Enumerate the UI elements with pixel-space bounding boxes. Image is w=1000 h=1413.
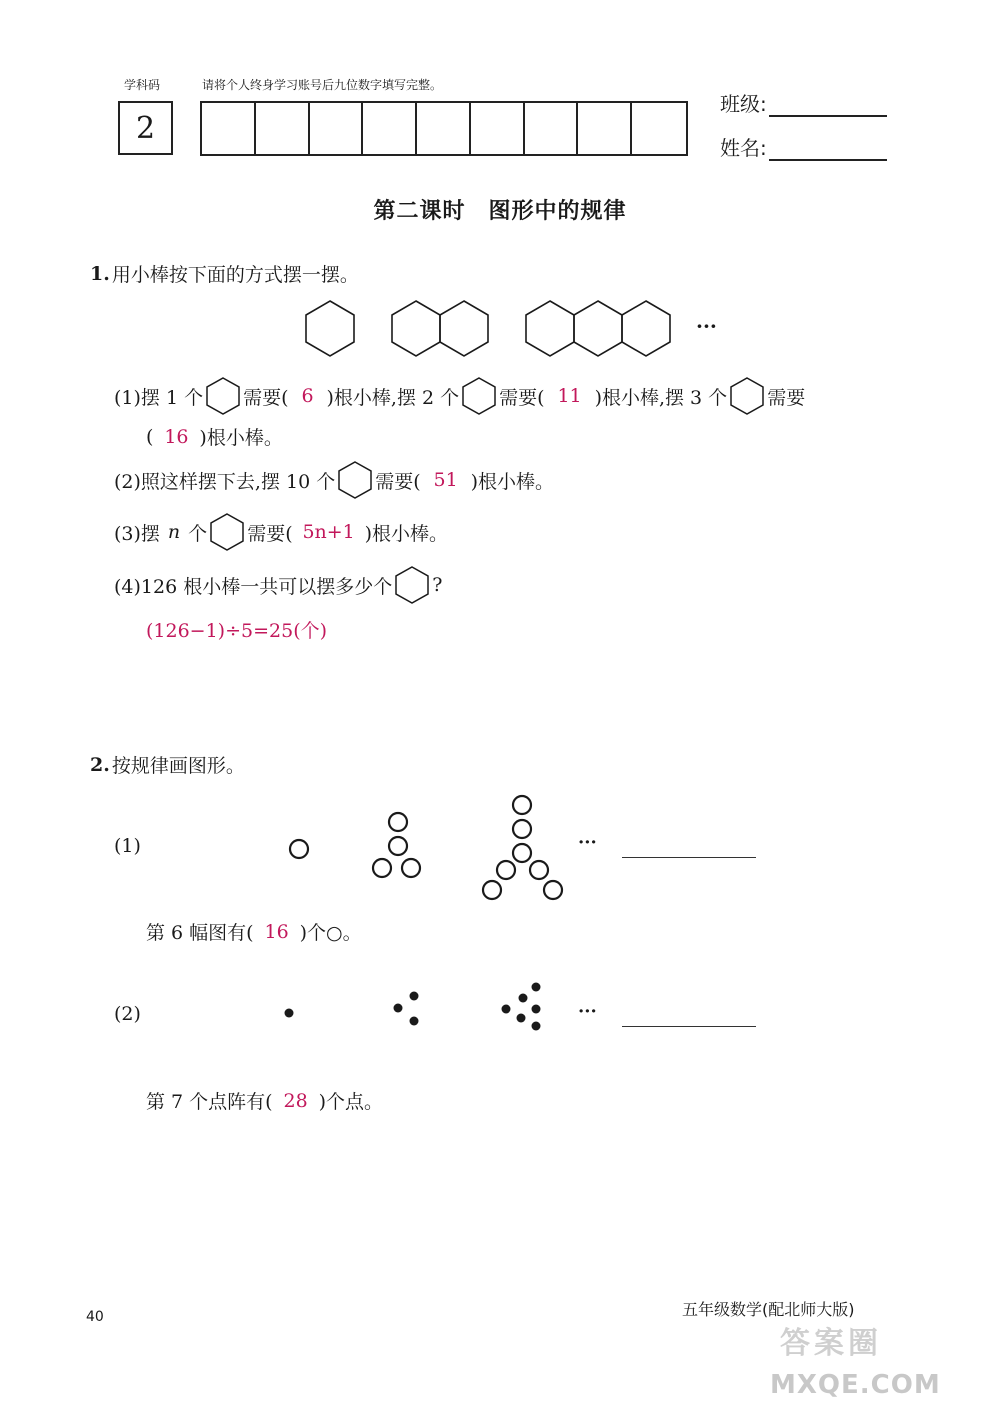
circle-pattern-figure: [280, 790, 580, 904]
hexagon-icon: [209, 512, 245, 552]
question-1-part-4-answer: [146, 616, 327, 643]
part-text: )个点。: [318, 1091, 384, 1113]
dot-shape: [519, 994, 528, 1003]
name-blank[interactable]: [769, 139, 887, 161]
account-digit-boxes[interactable]: [200, 101, 688, 156]
hexagon-icon: [394, 565, 430, 605]
question-text: 用小棒按下面的方式摆一摆。: [111, 264, 359, 286]
digit-box[interactable]: [256, 103, 310, 155]
subject-code-box: 2: [118, 101, 173, 155]
part-text: (1)摆 1 个: [114, 386, 204, 409]
part-text: )根小棒,摆 3 个: [594, 386, 728, 409]
circle-shape: [513, 820, 531, 838]
circle-shape: [483, 881, 501, 899]
account-instruction: 请将个人终身学习账号后九位数字填写完整。: [202, 78, 443, 92]
part-text: )根小棒。: [199, 427, 283, 449]
answer-value[interactable]: 51: [433, 469, 458, 491]
question-1-part-2: [114, 460, 554, 500]
hexagon-icon: [729, 376, 765, 416]
class-blank[interactable]: [769, 95, 887, 117]
dot-shape: [517, 1014, 526, 1023]
circle-shape: [389, 837, 407, 855]
digit-box[interactable]: [578, 103, 632, 155]
dot-shape: [394, 1004, 403, 1013]
dot-pattern-figure: [280, 978, 550, 1038]
question-1-part-1: [114, 376, 805, 416]
question-2-part-2-sentence: [146, 1087, 383, 1114]
part-text: )根小棒,摆 2 个: [326, 386, 460, 409]
circle-shape: [544, 881, 562, 899]
question-1-prompt: [90, 260, 359, 287]
hexagon-shape: [574, 301, 622, 356]
name-label: 姓名:: [720, 136, 767, 160]
dot-shape: [532, 1022, 541, 1031]
class-label: 班级:: [720, 92, 767, 116]
question-text: 按规律画图形。: [111, 755, 245, 777]
part-text: 第 6 幅图有(: [146, 922, 254, 944]
digit-box[interactable]: [525, 103, 579, 155]
part-text: 需要(: [375, 470, 421, 493]
question-number: 2.: [90, 753, 110, 776]
part-text: (2)照这样摆下去,摆 10 个: [114, 470, 336, 493]
circle-shape: [402, 859, 420, 877]
watermark-text: MXQE.COM: [770, 1370, 941, 1400]
ellipsis: ···: [578, 832, 597, 853]
ellipsis: ···: [578, 1001, 597, 1022]
answer-value[interactable]: 6: [301, 385, 314, 407]
circle-shape: [530, 861, 548, 879]
question-1-part-1-continued: [146, 423, 283, 450]
circle-shape: [290, 840, 308, 858]
answer-value[interactable]: 11: [557, 385, 582, 407]
book-title: 五年级数学(配北师大版): [682, 1300, 855, 1319]
part-text: )根小棒。: [470, 470, 555, 493]
part-text: 需要(: [243, 386, 289, 409]
hexagon-shape: [306, 301, 354, 356]
dot-shape: [532, 983, 541, 992]
hexagon-shape: [622, 301, 670, 356]
dot-shape: [285, 1009, 294, 1018]
question-1-part-4: [114, 565, 442, 605]
hexagon-shape: [526, 301, 574, 356]
answer-value[interactable]: (126−1)÷5=25(个): [146, 620, 328, 642]
circle-shape: [373, 859, 391, 877]
variable-n: n: [167, 521, 181, 543]
answer-value[interactable]: 28: [283, 1089, 308, 1112]
part-text: 第 7 个点阵有(: [146, 1091, 273, 1113]
dot-shape: [532, 1005, 541, 1014]
drawing-answer-line[interactable]: [622, 856, 756, 858]
dot-shape: [410, 992, 419, 1001]
hexagon-icon: [205, 376, 241, 416]
page-number: 40: [86, 1309, 104, 1325]
circle-shape: [497, 861, 515, 879]
digit-box[interactable]: [417, 103, 471, 155]
part-text: (4)126 根小棒一共可以摆多少个: [114, 575, 393, 598]
answer-value[interactable]: 16: [264, 920, 289, 943]
watermark-logo: 答案圈: [780, 1326, 882, 1361]
part-text: (: [146, 425, 154, 448]
hexagon-icon: [461, 376, 497, 416]
part-text: 需要: [767, 386, 806, 409]
part-text: 需要(: [499, 386, 545, 409]
hexagon-shape: [392, 301, 440, 356]
part-text: 需要(: [247, 522, 293, 545]
part-text: ?: [432, 574, 443, 596]
question-2-part-2-label: (2): [114, 1003, 141, 1025]
circle-shape: [389, 813, 407, 831]
digit-box[interactable]: [632, 103, 686, 155]
digit-box[interactable]: [471, 103, 525, 155]
answer-value[interactable]: 5n+1: [302, 521, 355, 543]
ellipsis: ···: [696, 314, 717, 338]
lesson-title: 第二课时 图形中的规律: [373, 199, 627, 224]
part-text: 个: [188, 522, 208, 545]
answer-value[interactable]: 16: [164, 425, 189, 448]
name-field[interactable]: [720, 132, 887, 161]
question-2-part-1-label: (1): [114, 835, 141, 857]
subject-code-label: 学科码: [124, 78, 161, 92]
digit-box[interactable]: [202, 103, 256, 155]
question-number: 1.: [90, 262, 110, 285]
hexagon-icon: [337, 460, 373, 500]
class-field[interactable]: [720, 88, 887, 117]
drawing-answer-line[interactable]: [622, 1025, 756, 1027]
circle-shape: [513, 796, 531, 814]
question-2-part-1-sentence: [146, 918, 362, 945]
hexagon-sequence-figure: [300, 296, 730, 362]
hexagon-shape: [440, 301, 488, 356]
question-1-part-3: [114, 512, 448, 552]
part-text: (3)摆: [114, 522, 160, 545]
dot-shape: [502, 1005, 511, 1014]
dot-shape: [410, 1017, 419, 1026]
part-text: )个○。: [299, 922, 362, 944]
digit-box[interactable]: [363, 103, 417, 155]
question-2-prompt: [90, 751, 245, 778]
circle-shape: [513, 844, 531, 862]
part-text: )根小棒。: [364, 522, 449, 545]
digit-box[interactable]: [310, 103, 364, 155]
